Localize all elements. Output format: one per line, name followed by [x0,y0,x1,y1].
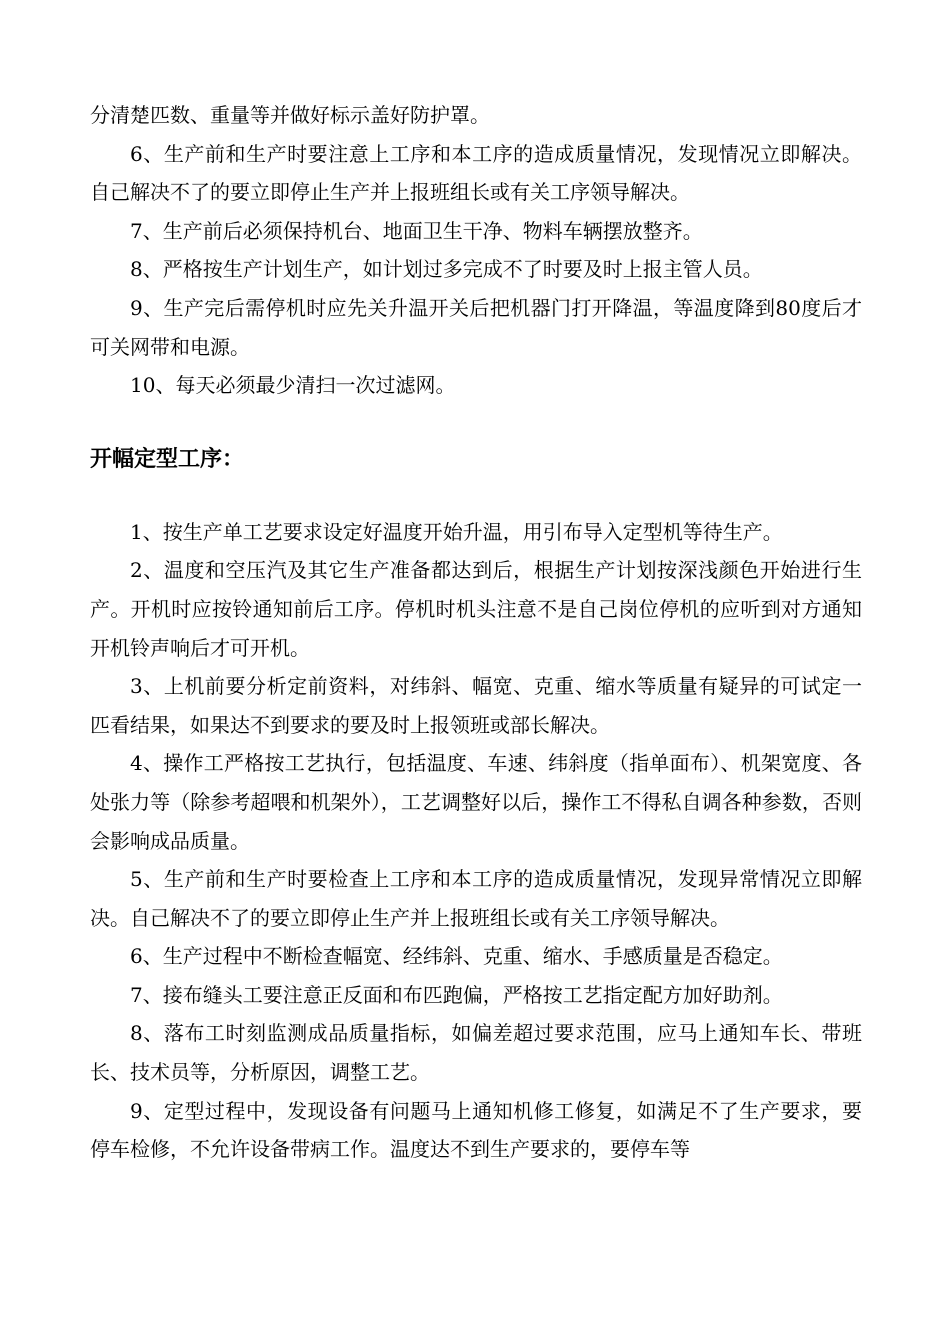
document-page [90,96,862,1169]
list-item: 6、生产过程中不断检查幅宽、经纬斜、克重、缩水、手感质量是否稳定。 [130,944,783,969]
list-item: 4、操作工严格按工艺执行，包括温度、车速、纬斜度（指单面布）、机架宽度、各处张力等（除参考超喂和机架外），工艺调整好以后，操作工不得私自调各种参数，否则会影响成品质量。 [90,751,862,853]
list-item: 1、按生产单工艺要求设定好温度开始升温，用引布导入定型机等待生产。 [130,519,783,544]
section-heading: 开幅定型工序： [90,446,245,472]
list-item: 7、生产前后必须保持机台、地面卫生干净、物料车辆摆放整齐。 [130,218,703,243]
list-item: 7、接布缝头工要注意正反面和布匹跑偏，严格按工艺指定配方加好助剂。 [130,982,783,1007]
list-item: 6、生产前和生产时要注意上工序和本工序的造成质量情况，发现情况立即解决。自己解决不了的要立即停止生产并上报班组长或有关工序领导解决。 [90,141,862,205]
list-item: 10、每天必须最少清扫一次过滤网。 [130,373,456,398]
continuation-paragraph: 分清楚匹数、重量等并做好标示盖好防护罩。 [90,103,490,127]
list-item: 9、定型过程中，发现设备有问题马上通知机修工修复，如满足不了生产要求，要停车检修，不允许设备带病工作。温度达不到生产要求的，要停车等 [90,1098,862,1162]
list-item: 3、上机前要分析定前资料，对纬斜、幅宽、克重、缩水等质量有疑异的可试定一匹看结果，如果达不到要求的要及时上报领班或部长解决。 [90,674,862,737]
list-item: 2、温度和空压汽及其它生产准备都达到后，根据生产计划按深浅颜色开始进行生产。开机时应按铃通知前后工序。停机时机头注意不是自己岗位停机的应听到对方通知开机铃声响后才可开机。 [90,558,862,660]
list-item: 8、严格按生产计划生产，如计划过多完成不了时要及时上报主管人员。 [130,257,763,282]
list-item: 8、落布工时刻监测成品质量指标，如偏差超过要求范围，应马上通知车长、带班长、技术员等，分析原因，调整工艺。 [90,1021,862,1085]
list-item: 5、生产前和生产时要检查上工序和本工序的造成质量情况，发现异常情况立即解决。自己解决不了的要立即停止生产并上报班组长或有关工序领导解决。 [90,867,862,930]
list-item: 9、生产完后需停机时应先关升温开关后把机器门打开降温，等温度降到80度后才可关网带和电源。 [90,295,862,359]
